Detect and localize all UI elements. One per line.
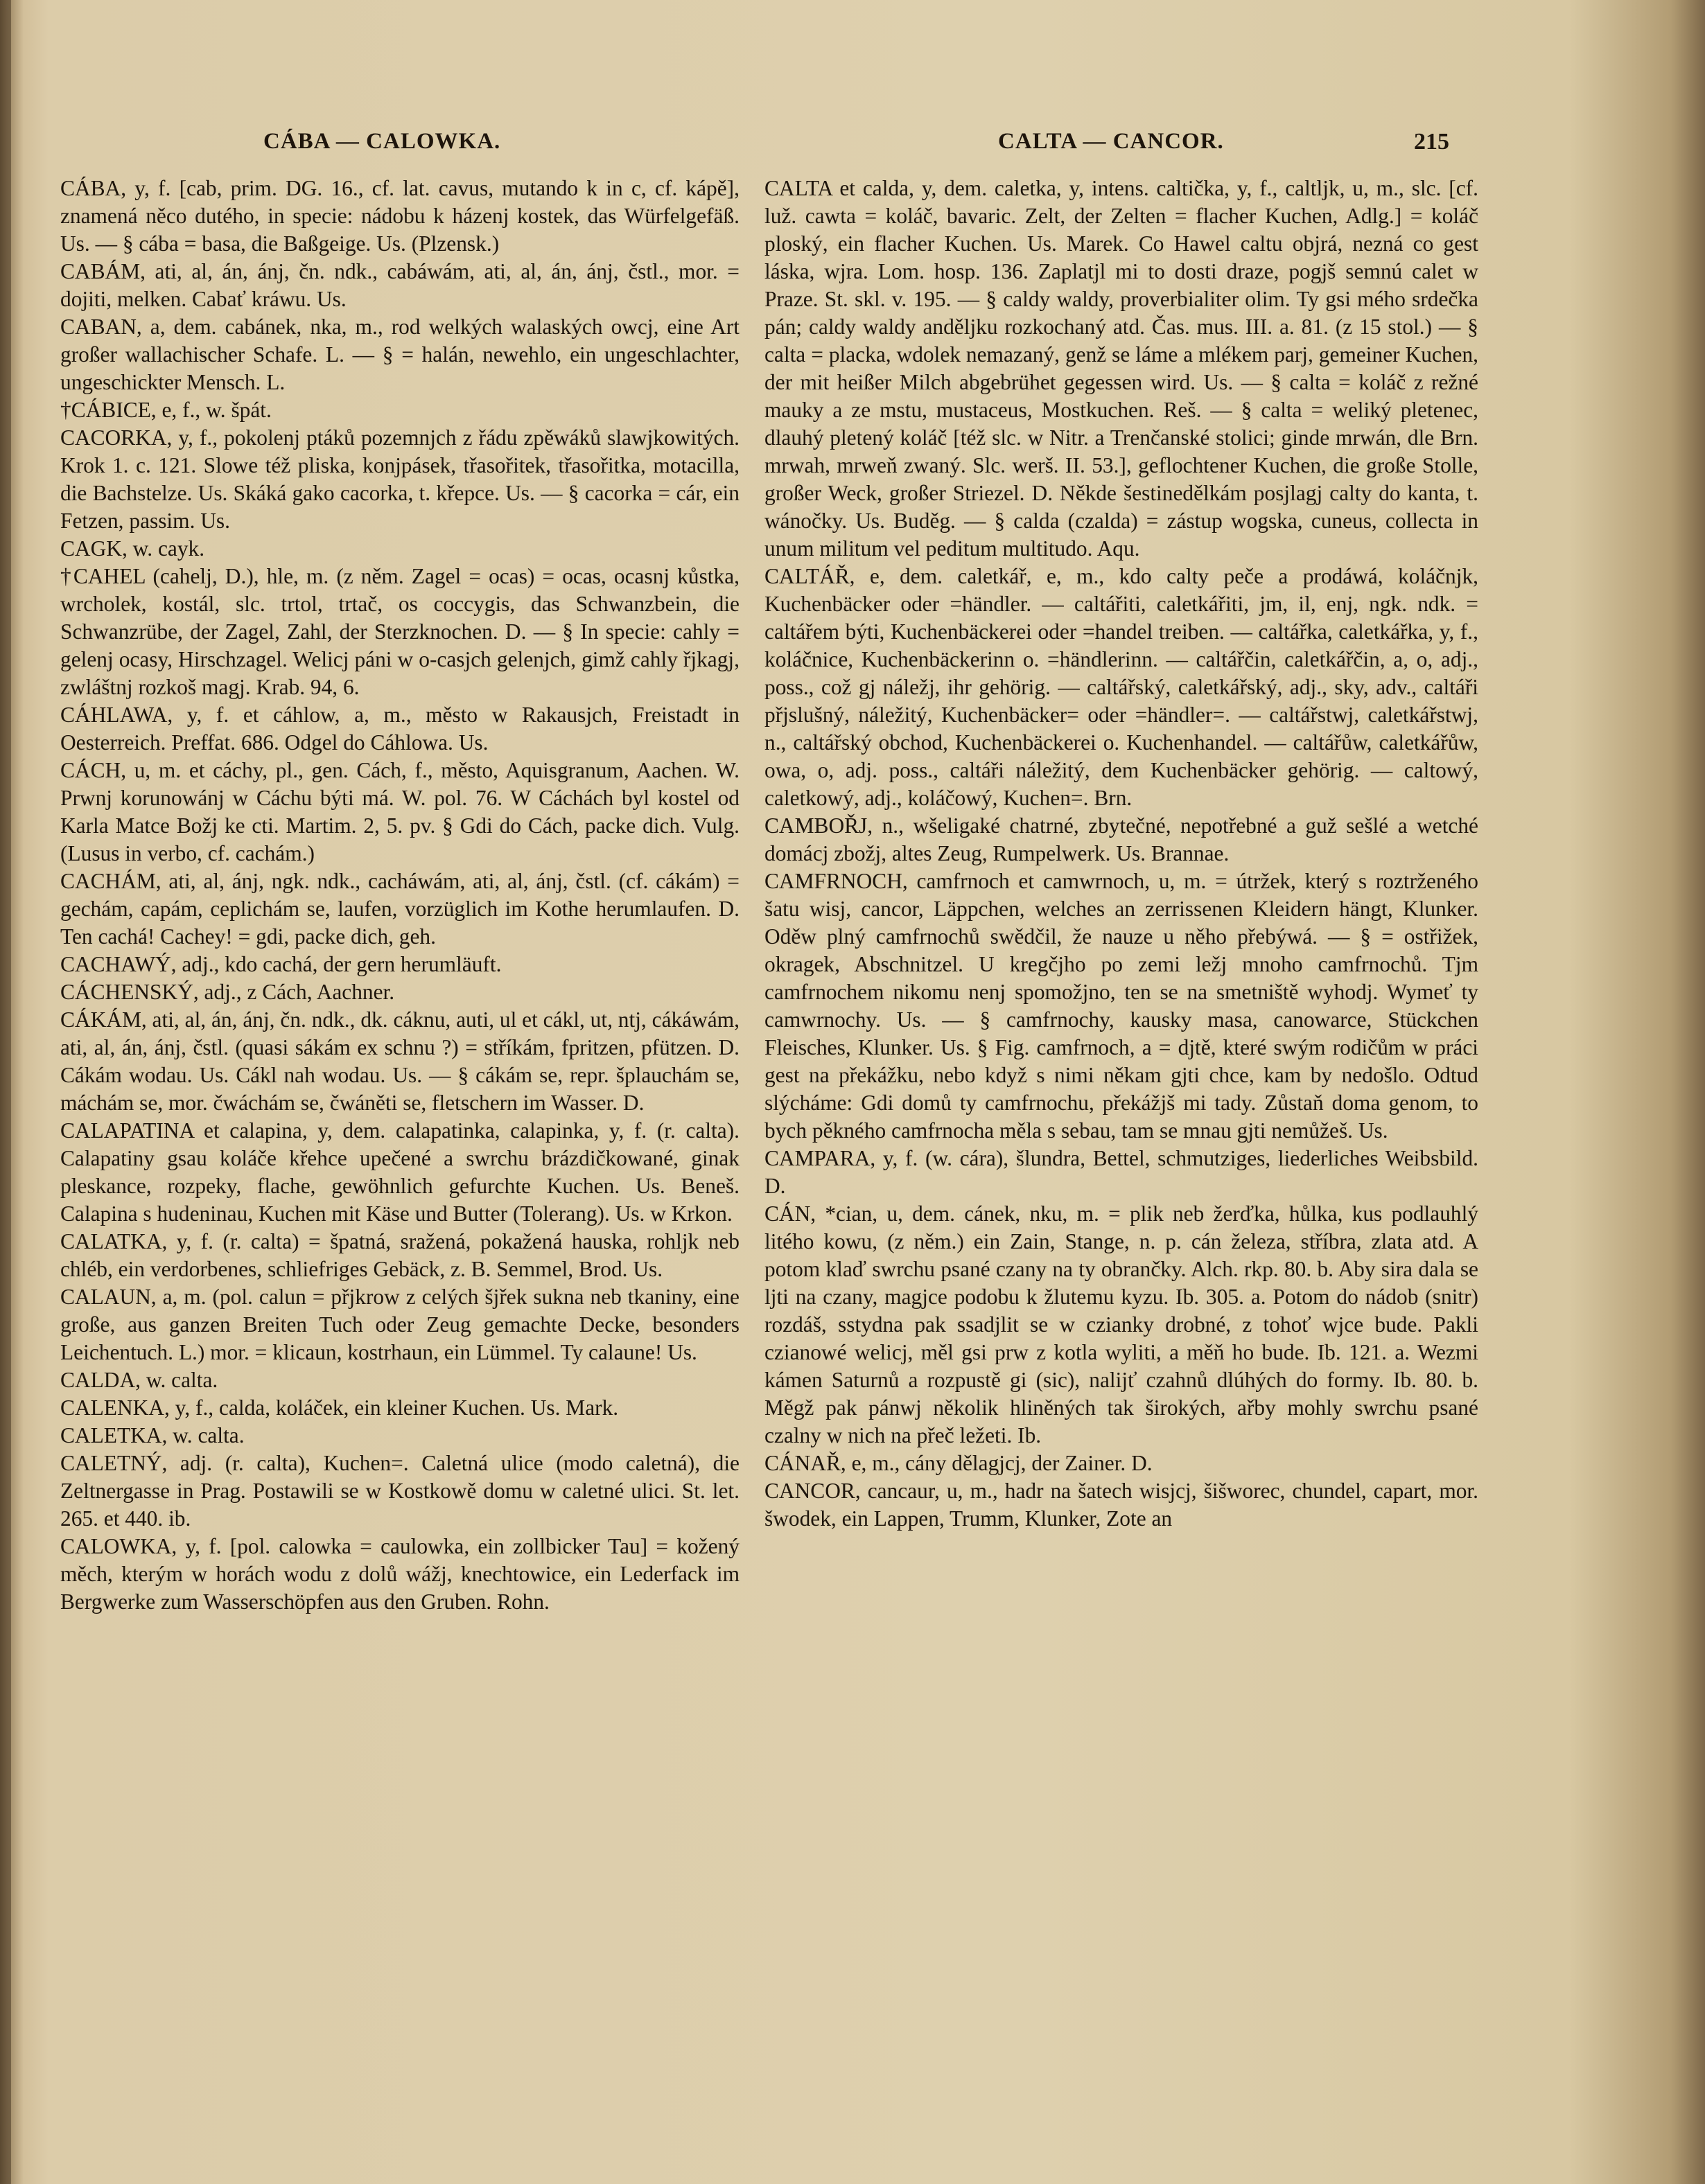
entry: CACHAWÝ, adj., kdo cachá, der gern herumläuft. — [60, 952, 502, 976]
entry: CÁBA, y, f. [cab, prim. DG. 16., cf. lat. cavus, mutando k in c, cf. kápě], znamená něco dutého, in specie: nádobu k házenj kostek, das Würfelgefäß. Us. — § cába = basa, die Baßgeige. Us. (Plzensk.) — [60, 176, 740, 256]
entry: CABAN, a, dem. cabánek, nka, m., rod welkých walaských owcj, eine Art großer wallachischer Schafe. L. — § = halán, newehlo, ein ungeschlachter, ungeschickter Mensch. L. — [60, 315, 740, 394]
page-number: 215 — [1414, 129, 1449, 155]
running-header-left: CÁBA — CALOWKA. — [263, 129, 501, 154]
entry: CALDA, w. calta. — [60, 1368, 218, 1392]
entry: CÁHLAWA, y, f. et cáhlow, a, m., město w Rakausjch, Freistadt in Oesterreich. Preffat. 686. Odgel do Cáhlowa. Us. — [60, 703, 740, 755]
entry: CALTA et calda, y, dem. caletka, y, intens. caltička, y, f., caltljk, u, m., slc. [cf. luž. cawta = koláč, bavaric. Zelt, der Zelten = flacher Kuchen, Adlg.] = koláč ploský, ein flacher Kuchen. Us. Marek. Co Hawel caltu objrá, nezná co gest láska, wjra. Lom. hosp. 136. Zaplatjl mi to dosti draze, pogjš semnú calet w Praze. St. skl. v. 195. — § caldy waldy, proverbialiter olim. Ty gsi mého srdečka pán; caldy waldy anděljku rozkochaný atd. Čas. mus. III. a. 81. (z 15 stol.) — § calta = placka, wdolek nemazaný, genž se láme a mlékem parj, gemeiner Kuchen, der mit heißer Milch abgebrühet gegessen wird. Us. — § calta = koláč z režné mauky a ze mstu, mustaceus, Mostkuchen. Reš. — § calta = weliký pletenec, dlauhý pletený koláč [též slc. w Nitr. a Trenčanské stolici; ginde mrwán, dle Brn. mrwah, mrweň zwaný. Slc. werš. II. 53.], geflochtener Kuchen, die große Stolle, großer Weck, großer Striezel. D. Někde šestinedělkám posjlagj calty do kanta, t. wánočky. Us. Buděg. — § calda (czalda) = zástup wogska, cuneus, collecta in unum militum vel peditum multitudo. Aqu. — [764, 176, 1478, 561]
entry: CÁNAŘ, e, m., cány dělagjcj, der Zainer. D. — [764, 1451, 1153, 1475]
entry: CÁCHENSKÝ, adj., z Cách, Aachner. — [60, 980, 395, 1004]
entry: CALATKA, y, f. (r. calta) = špatná, sražená, pokažená hauska, rohljk neb chléb, ein verdorbenes, schliefriges Gebäck, z. B. Semmel, Brod. Us. — [60, 1229, 740, 1281]
running-header-right: CALTA — CANCOR. — [998, 129, 1224, 154]
entry: CABÁM, ati, al, án, ánj, čn. ndk., cabáwám, ati, al, án, ánj, čstl., mor. = dojiti, melken. Cabať kráwu. Us. — [60, 259, 740, 311]
left-column — [60, 175, 740, 1616]
entry: CACHÁM, ati, al, ánj, ngk. ndk., cacháwám, ati, al, ánj, čstl. (cf. cákám) = gechám, capám, ceplichám se, laufen, vorzüglich im Kothe herumlaufen. D. Ten cachá! Cachey! = gdi, packe dich, geh. — [60, 869, 740, 949]
entry: CALETKA, w. calta. — [60, 1423, 245, 1447]
entry: CÁCH, u, m. et cáchy, pl., gen. Cách, f., město, Aquisgranum, Aachen. W. Prwnj korunowánj w Cáchu býti má. W. pol. 76. W Cáchách byl kostel od Karla Matce Božj ke cti. Martim. 2, 5. pv. § Gdi do Cách, packe dich. Vulg. (Lusus in verbo, cf. cachám.) — [60, 758, 740, 865]
entry: CAMFRNOCH, camfrnoch et camwrnoch, u, m. = útržek, který s roztrženého šatu wisj, cancor, Läppchen, welches an zerrissenen Kleidern hängt, Klunker. Oděw plný camfrnochů swědčil, že nauze u něho přebýwá. — § = ostřižek, okragek, Abschnitzel. U kregčjho po zemi ležj mnoho camfrnochů. Tjm camfrnochem nikomu nenj spomožjno, ten se na smetniště wyhodj. Wymeť ty camwrnochy. Us. — § camfrnochy, kausky masa, canowarce, Stückchen Fleisches, Klunker. Us. § Fig. camfrnoch, a = djtě, které swým rodičům w práci gest na překážku, nebo když s nimi někam gjti chce, kam by nedošlo. Odtud slýcháme: Gdi domů ty camfrnochu, překážjš mi tady. Zůstaň doma genom, to bych pěkného camfrnocha měla s sebau, tam se mnau gjti nemůžeš. Us. — [764, 869, 1478, 1143]
entry: CALOWKA, y, f. [pol. calowka = caulowka, ein zollbicker Tau] = kožený měch, kterým w horách wodu z dolů wážj, knechtowice, ein Lederfack im Bergwerke zum Wasserschöpfen aus den Gruben. Rohn. — [60, 1534, 740, 1614]
right-column — [764, 175, 1478, 1533]
entry: CAMBOŘJ, n., wšeligaké chatrné, zbytečné, nepotřebné a guž sešlé a wetché domácj zbožj, altes Zeug, Rumpelwerk. Us. Brannae. — [764, 813, 1478, 865]
entry: CANCOR, cancaur, u, m., hadr na šatech wisjcj, šišworec, chundel, capart, mor. šwodek, ein Lappen, Trumm, Klunker, Zote an — [764, 1479, 1478, 1531]
book-spine-shadow — [0, 0, 11, 2184]
entry: CALENKA, y, f., calda, koláček, ein kleiner Kuchen. Us. Mark. — [60, 1395, 619, 1420]
entry: †CAHEL (cahelj, D.), hle, m. (z něm. Zagel = ocas) = ocas, ocasnj kůstka, wrcholek, kostál, slc. trtol, trtač, os coccygis, das Schwanzbein, die Schwanzrübe, der Zagel, Zahl, der Sterzknochen. D. — § In specie: cahly = gelenj ocasy, Hirschzagel. Welicj páni w o-casjch gelenjch, gimž cahly řjkagj, zwláštnj rozkoš magj. Krab. 94, 6. — [60, 564, 740, 699]
entry: CAGK, w. cayk. — [60, 536, 205, 561]
entry: CACORKA, y, f., pokolenj ptáků pozemnjch z řádu zpěwáků slawjkowitých. Krok 1. c. 121. Slowe též pliska, konjpásek, třasořitek, třasořitka, motacilla, die Bachstelze. Us. Skáká gako cacorka, t. křepce. Us. — § cacorka = cár, ein Fetzen, passim. Us. — [60, 425, 740, 533]
entry: †CÁBICE, e, f., w. špát. — [60, 398, 272, 422]
entry: CALAUN, a, m. (pol. calun = přjkrow z celých šjřek sukna neb tkaniny, eine große, aus ganzen Breiten Tuch oder Zeug gemachte Decke, besonders Leichentuch. L.) mor. = klicaun, kostrhaun, ein Lümmel. Ty calaune! Us. — [60, 1285, 740, 1364]
entry: CALETNÝ, adj. (r. calta), Kuchen=. Caletná ulice (modo caletná), die Zeltnergasse in Prag. Postawili se w Kostkowě domu w caletné ulici. St. let. 265. et 440. ib. — [60, 1451, 740, 1531]
entry: CÁKÁM, ati, al, án, ánj, čn. ndk., dk. cáknu, auti, ul et cákl, ut, ntj, cákáwám, ati, al, án, ánj, čstl. (quasi sákám ex schnu ?) = stříkám, fpritzen, pfützen. D. Cákám wodau. Us. Cákl nah wodau. Us. — § cákám se, repr. šplauchám se, máchám se, mor. čwáchám se, čwáněti se, fletschern im Wasser. D. — [60, 1007, 740, 1115]
entry: CAMPARA, y, f. (w. cára), šlundra, Bettel, schmutziges, liederliches Weibsbild. D. — [764, 1146, 1478, 1198]
entry: CALAPATINA et calapina, y, dem. calapatinka, calapinka, y, f. (r. calta). Calapatiny gsau koláče křehce upečené a swrchu brázdičkowané, ginak pleskance, rozpeky, flache, gewöhnlich gefurchte Kuchen. Us. Beneš. Calapina s hudeninau, Kuchen mit Käse und Butter (Tolerang). Us. w Krkon. — [60, 1118, 740, 1226]
entry: CÁN, *cian, u, dem. cánek, nku, m. = plik neb žerďka, hůlka, kus podlauhlý litého kowu, (z něm.) ein Zain, Stange, n. p. cán železa, stříbra, zlata atd. A potom klaď swrchu psané czany na ty obrančky. Alch. rkp. 80. b. Aby sira dala se ljti na czany, magjce podobu k žlutemu kyzu. Ib. 305. a. Potom do nádob (snitr) rozdáš, sstydna pak ssadjlit se w czianky drobné, z tohoť wjce bude. Pakli czianowé welicj, měl gsi prw z kotla wyliti, a měň ho bude. Ib. 121. a. Wezmi kámen Saturnů a rozpustě gi (sic), nalijť czahnů dlúhých do formy. Ib. 80. b. Měgž pak pánwj několik hliněných tak širokých, ařby mohly swrchu psané czalny w nich na přeč ležeti. Ib. — [764, 1201, 1478, 1447]
entry: CALTÁŘ, e, dem. caletkář, e, m., kdo calty peče a prodáwá, koláčnjk, Kuchenbäcker oder =händler. — caltářiti, caletkářiti, jm, il, enj, ngk. ndk. = caltářem býti, Kuchenbäckerei oder =handel treiben. — caltářka, caletkářka, y, f., koláčnice, Kuchenbäckerinn o. =händlerinn. — caltářčin, caletkářčin, a, o, adj., poss., což gj náležj, ihr gehörig. — caltářský, caletkářský, adj., sky, adv., caltáři přjslušný, náležitý, Kuchenbäcker= oder =händler=. — caltářstwj, caletkářstwj, n., caltářský obchod, Kuchenbäckerei o. Kuchenhandel. — caltářůw, caletkářůw, owa, o, adj. poss., caltáři náležitý, dem Kuchenbäcker gehörig. — caltowý, caletkowý, adj., koláčowý, Kuchen=. Brn. — [764, 564, 1478, 810]
